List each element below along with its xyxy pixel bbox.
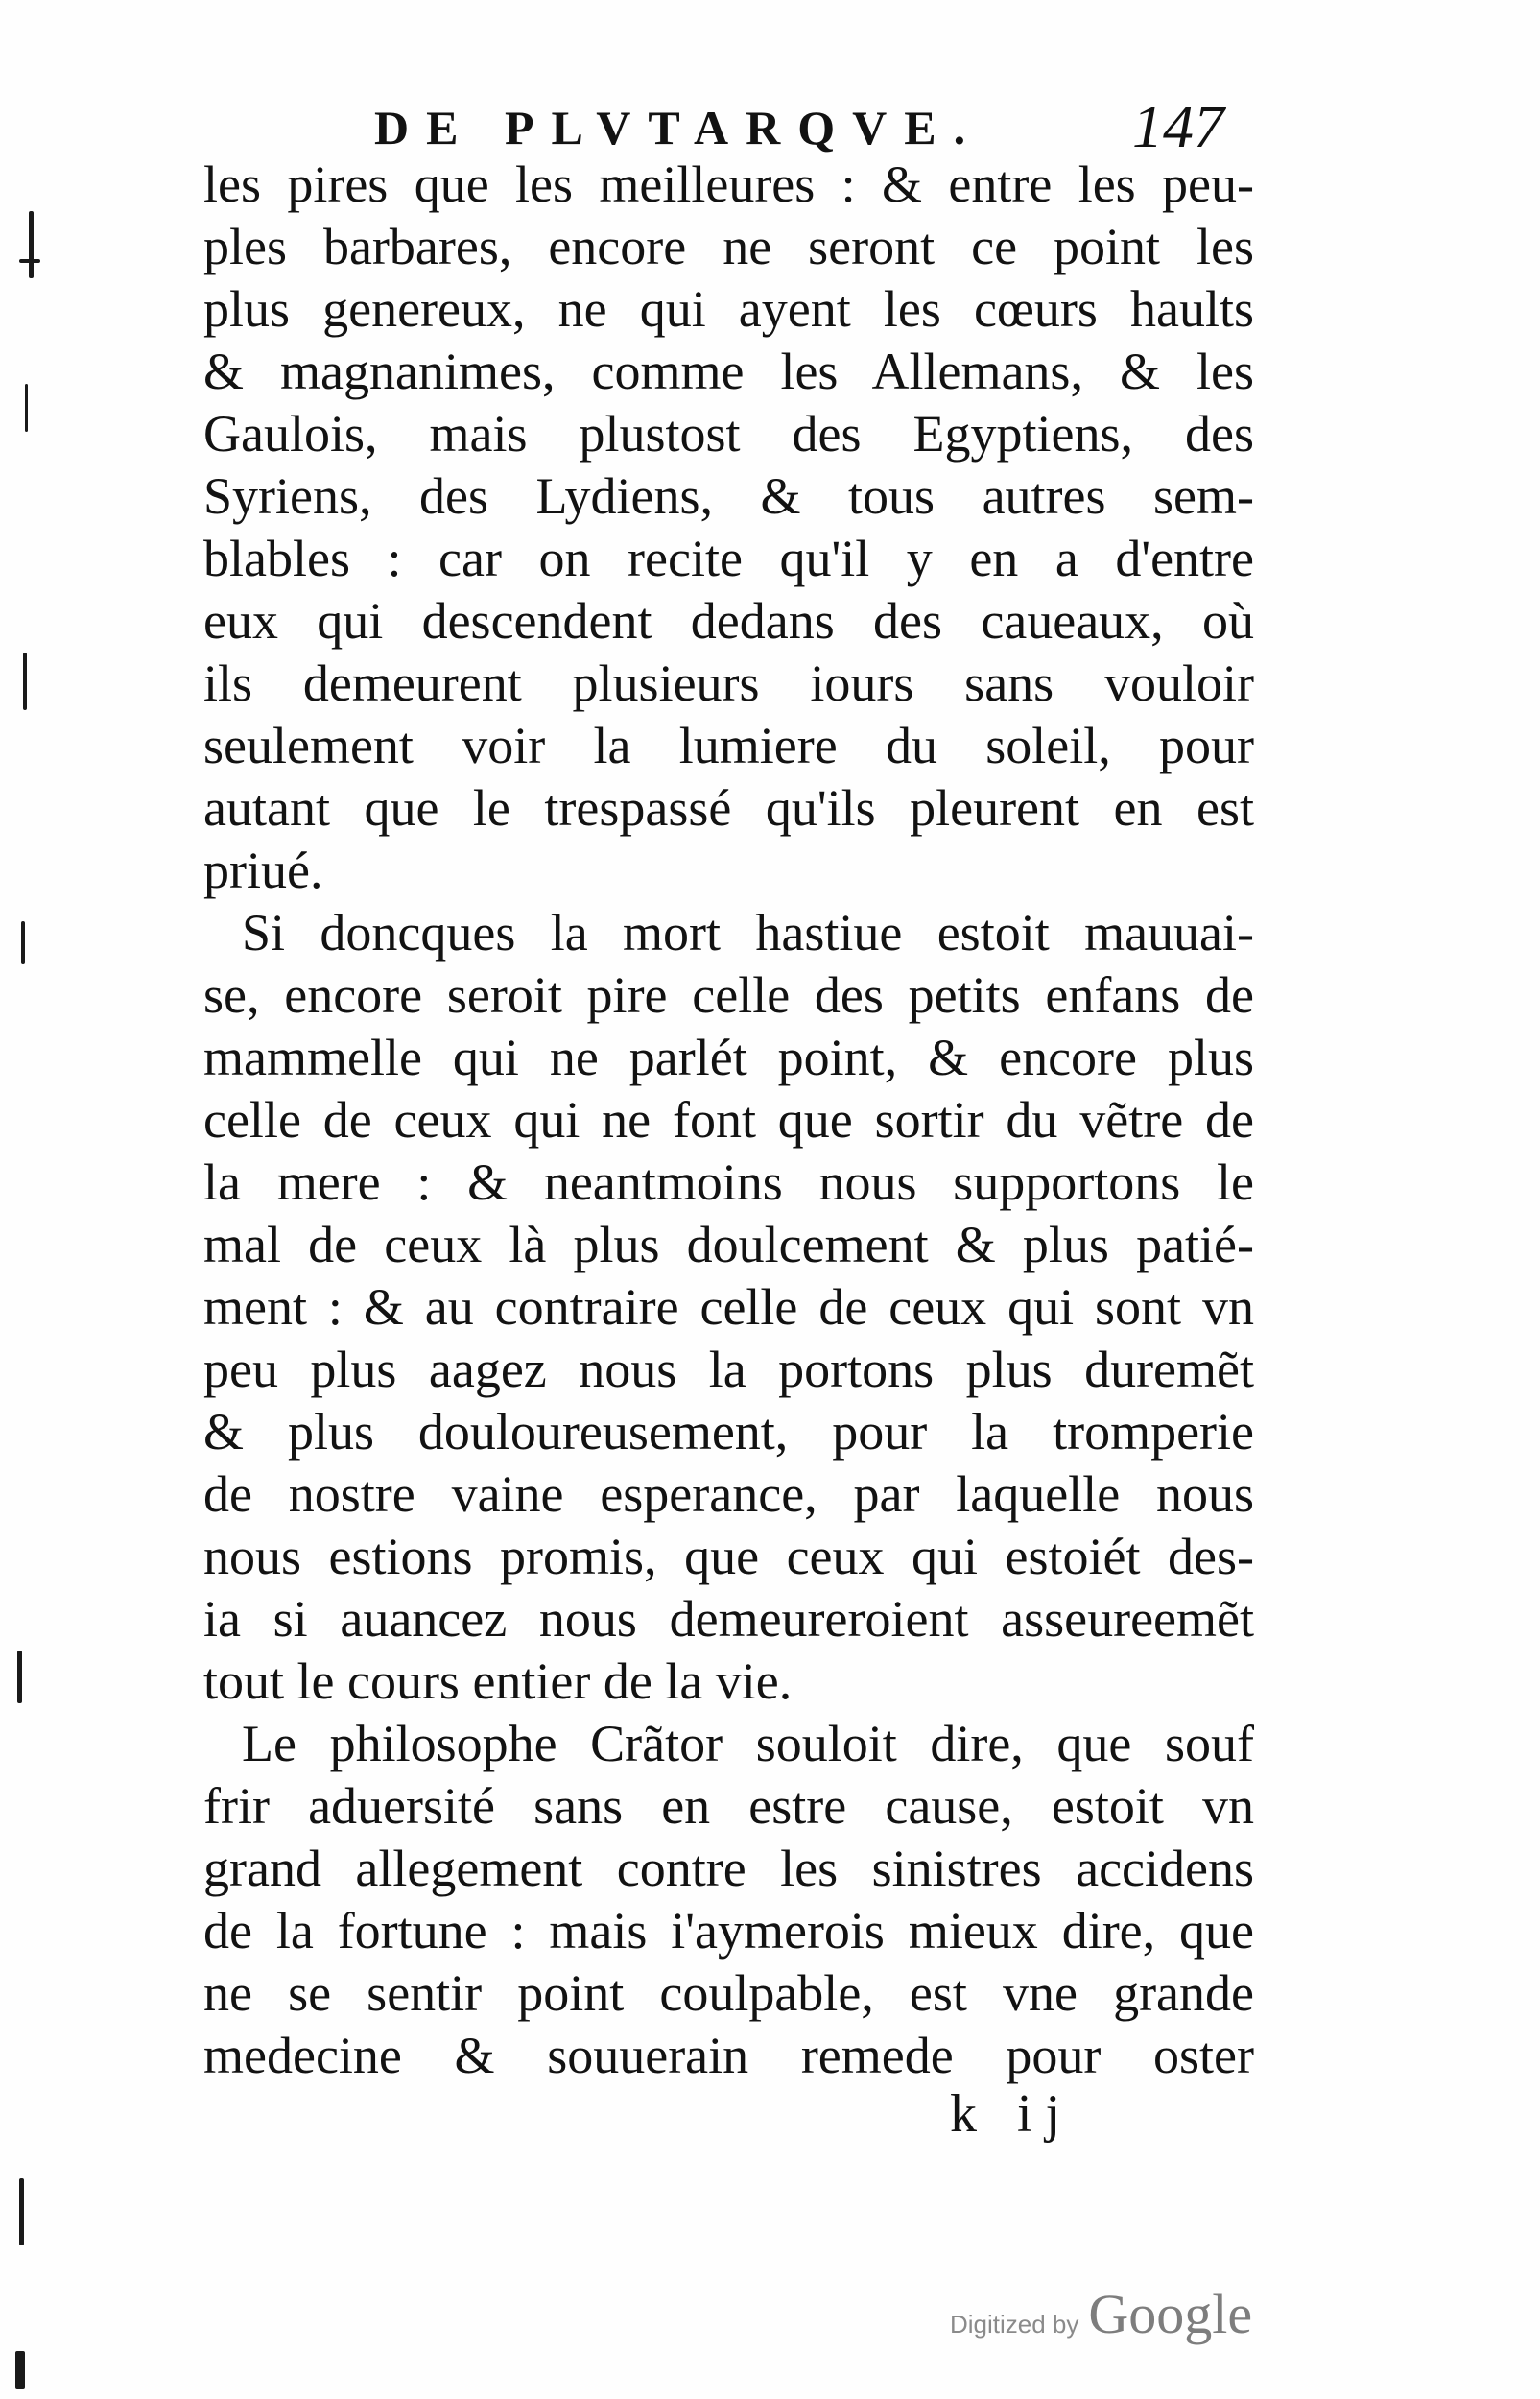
text-line: ne se sentir point coulpable, est vne grande — [203, 1964, 1254, 2022]
watermark-prefix: Digitized by — [950, 2310, 1079, 2339]
text-line: la mere : & neantmoins nous supportons le — [203, 1153, 1254, 1211]
margin-speck — [29, 211, 34, 278]
margin-speck — [19, 2178, 24, 2245]
text-line: ia si auancez nous demeureroient asseureemẽt — [203, 1590, 1254, 1648]
margin-speck — [19, 259, 40, 263]
text-line: medecine & souuerain remede pour oster — [203, 2027, 1254, 2084]
text-line: Gaulois, mais plustost des Egyptiens, des — [203, 405, 1254, 463]
text-line: se, encore seroit pire celle des petits enfans de — [203, 966, 1254, 1024]
text-line: tout le cours entier de la vie. — [203, 1652, 793, 1710]
text-line: de la fortune : mais i'aymerois mieux dire, que — [203, 1902, 1254, 1960]
text-line: ples barbares, encore ne seront ce point les — [203, 218, 1254, 275]
text-line: grand allegement contre les sinistres accidens — [203, 1840, 1254, 1897]
text-line: les pires que les meilleures : & entre les peu- — [203, 155, 1254, 213]
text-line: priué. — [203, 842, 323, 899]
text-line: Syriens, des Lydiens, & tous autres sem- — [203, 467, 1254, 525]
text-line: nous estions promis, que ceux qui estoiét des- — [203, 1528, 1254, 1585]
body-text — [203, 154, 1254, 2087]
running-title: DE PLVTARQVE. — [374, 101, 983, 154]
text-line: frir aduersité sans en estre cause, estoit vn — [203, 1777, 1254, 1835]
text-line: eux qui descendent dedans des caueaux, où — [203, 592, 1254, 650]
paragraph-start: Le philosophe Crãtor souloit dire, que souf — [242, 1715, 1254, 1772]
margin-speck — [15, 2351, 25, 2389]
text-line: ment : & au contraire celle de ceux qui sont vn — [203, 1278, 1254, 1336]
margin-speck — [25, 384, 28, 432]
text-line: blables : car on recite qu'il y en a d'entre — [203, 530, 1254, 587]
text-line: peu plus aagez nous la portons plus duremẽt — [203, 1341, 1254, 1398]
text-line: plus genereux, ne qui ayent les cœurs haults — [203, 280, 1254, 338]
text-line: mal de ceux là plus doulcement & plus patié- — [203, 1216, 1254, 1273]
text-line: seulement voir la lumiere du soleil, pour — [203, 717, 1254, 774]
margin-speck — [23, 653, 27, 710]
text-line: & plus douloureusement, pour la tromperie — [203, 1403, 1254, 1461]
text-line: & magnanimes, comme les Allemans, & les — [203, 343, 1254, 400]
paragraph-start: Si doncques la mort hastiue estoit mauuai- — [242, 904, 1254, 962]
margin-speck — [21, 921, 25, 964]
text-line: mammelle qui ne parlét point, & encore plus — [203, 1029, 1254, 1086]
text-line: ils demeurent plusieurs iours sans vouloir — [203, 654, 1254, 712]
text-line: de nostre vaine esperance, par laquelle nous — [203, 1465, 1254, 1523]
page-number: 147 — [1132, 92, 1224, 160]
margin-speck — [17, 1651, 22, 1703]
text-line: celle de ceux qui ne font que sortir du vẽtre de — [203, 1091, 1254, 1149]
watermark-brand: Google — [1088, 2283, 1253, 2345]
text-line: autant que le trespassé qu'ils pleurent en est — [203, 779, 1254, 837]
digitization-watermark — [950, 2282, 1252, 2346]
signature-mark: k ij — [950, 2084, 1075, 2144]
